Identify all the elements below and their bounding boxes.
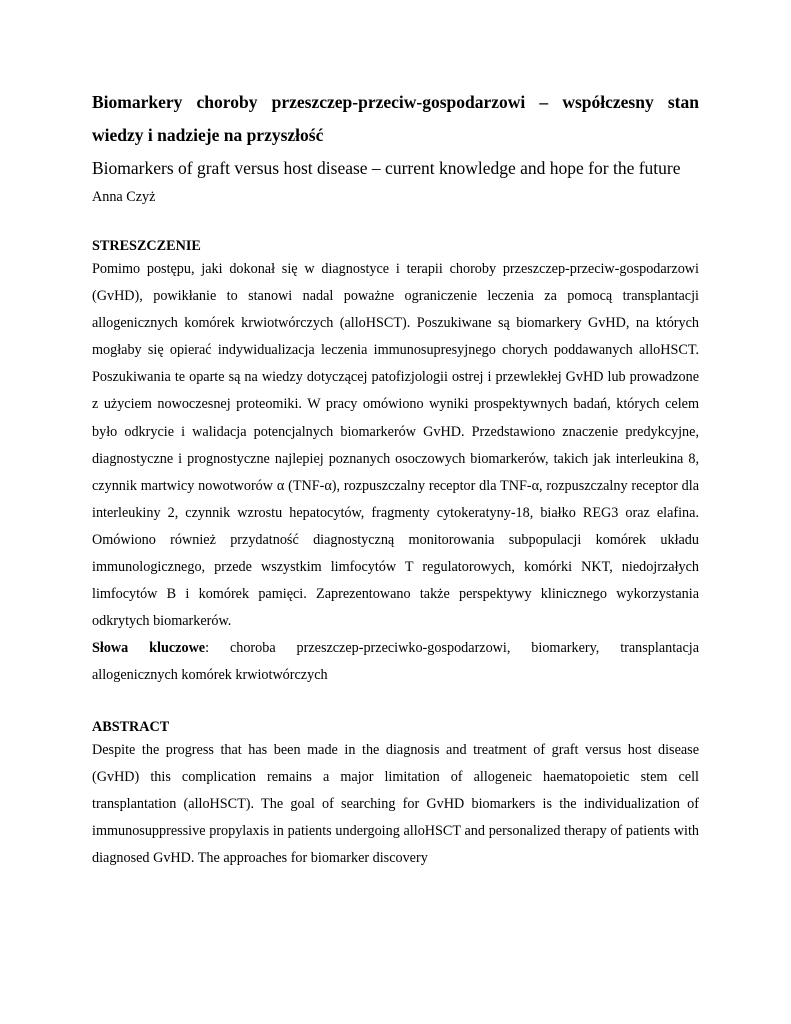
- keywords-label: Słowa kluczowe: [92, 640, 206, 657]
- streszczenie-heading: STRESZCZENIE: [92, 238, 201, 254]
- title-english: Biomarkers of graft versus host disease – current knowledge and hope for the future: [92, 158, 681, 178]
- abstract-heading: ABSTRACT: [92, 718, 170, 735]
- abstract-paragraph: Despite the progress that has been made in the diagnosis and treatment of graft versus host disease (GvHD) this complication remains a major limitation of allogeneic haematopoietic stem cell transplantation (alloHSCT). The goal of searching for GvHD biomarkers is the individualization of immunosuppressive propylaxis in patients undergoing alloHSCT and personalized therapy of patients with diagnosed GvHD. The approaches for biomarker discovery: [92, 741, 699, 866]
- title-polish: Biomarkery choroby przeszczep-przeciw-gospodarzowi – współczesny stan wiedzy i nadzieje na przyszłość: [92, 92, 699, 145]
- keywords-paragraph: [92, 635, 699, 689]
- streszczenie-paragraph: Pomimo postępu, jaki dokonał się w diagnostyce i terapii choroby przeszczep-przeciw-gospodarzowi (GvHD), powikłanie to stanowi nadal poważne ograniczenie leczenia za pomocą transplantacji allogenicznych komórek krwiotwórczych (alloHSCT). Poszukiwane są biomarkery GvHD, na których mogłaby się opierać indywidualizacja leczenia immunosupresyjnego chorych poddawanych alloHSCT. Poszukiwania te oparte są na wiedzy dotyczącej patofizjologii ostrej i przewlekłej GvHD lub prowadzone z użyciem nowoczesnej proteomiki. W pracy omówiono wyniki prospektywnych badań, których celem było odkrycie i walidacja potencjalnych biomarkerów GvHD. Przedstawiono znaczenie predykcyjne, diagnostyczne i prognostyczne najlepiej poznanych osoczowych biomarkerów, takich jak interleukina 8, czynnik martwicy nowotworów α (TNF-α), rozpuszczalny receptor dla TNF-α, rozpuszczalny receptor dla interleukiny 2, czynnik wzrostu hepatocytów, fragmenty cytokeratyny-18, białko REG3 oraz elafina. Omówiono również przydatność diagnostyczną monitorowania subpopulacji komórek układu immunologicznego, przede wszystkim limfocytów T regulatorowych, komórki NKT, niedojrzałych limfocytów B i komórek pamięci. Zaprezentowano także perspektywy klinicznego wykorzystania odkrytych biomarkerów.: [92, 261, 699, 630]
- author-name: Anna Czyż: [92, 189, 156, 205]
- keywords-text: : choroba przeszczep-przeciwko-gospodarzowi, biomarkery, transplantacja allogenicznych komórek krwiotwórczych: [92, 640, 699, 684]
- paper-page: [92, 86, 699, 872]
